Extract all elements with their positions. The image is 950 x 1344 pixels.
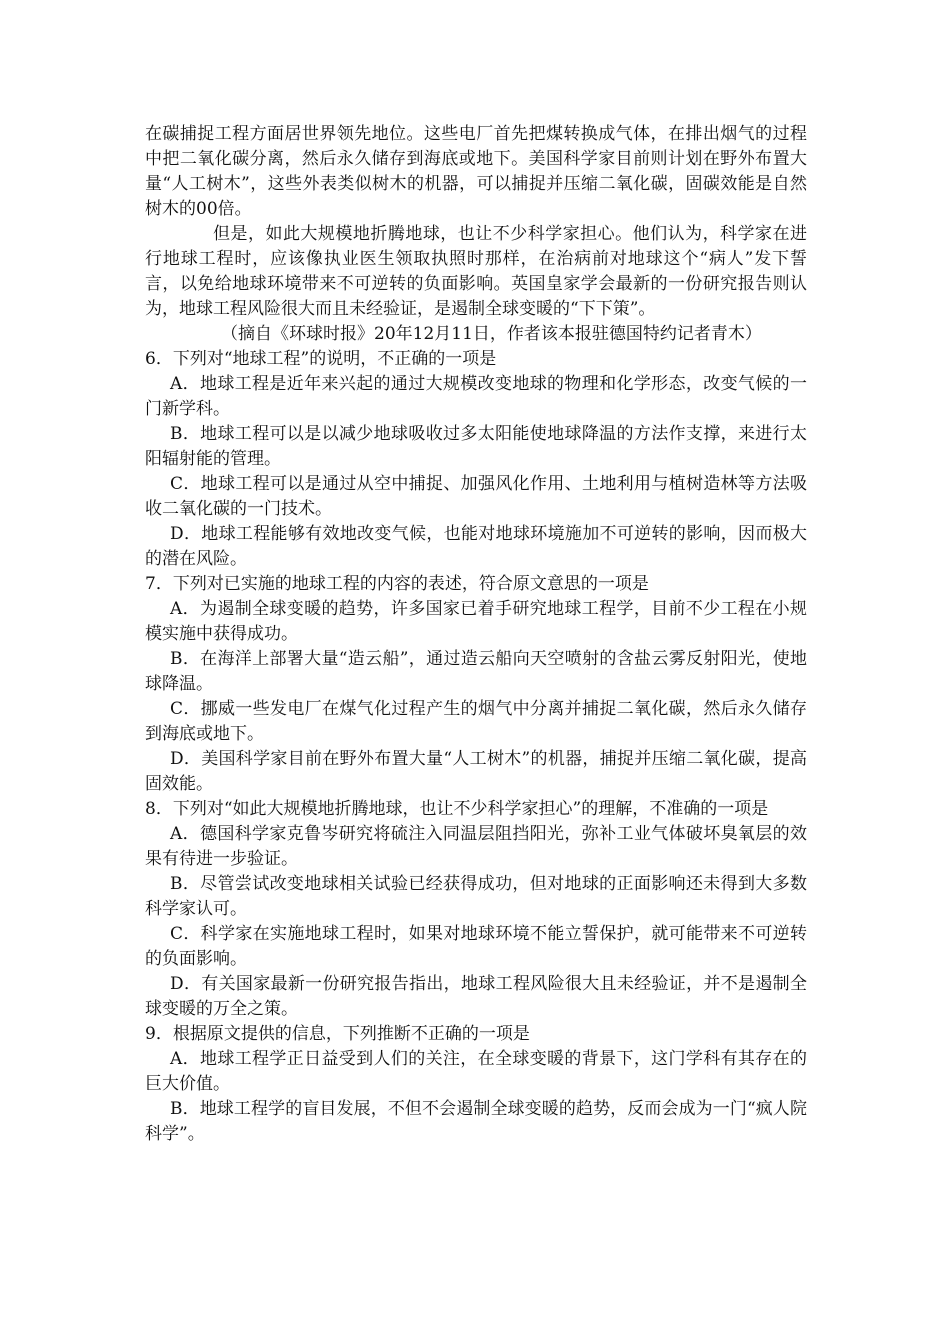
passage-paragraph-2: 但是，如此大规模地折腾地球，也让不少科学家担心。他们认为，科学家在进行地球工程时，应该像执业医生领取执照时那样，在治病前对地球这个“病人”发下誓言，以免给地球环境带来不可逆转的负面影响。英国皇家学会最新的一份研究报告则认为，地球工程风险很大而且未经验证，是遏制全球变暖的“下下策”。 <box>145 224 807 319</box>
option-d: D．美国科学家目前在野外布置大量“人工树木”的机器，捕捉并压缩二氧化碳，提高固效能。 <box>145 749 807 794</box>
question-stem: 7．下列对已实施的地球工程的内容的表述，符合原文意思的一项是 <box>145 574 649 594</box>
option-a: A．地球工程是近年来兴起的通过大规模改变地球的物理和化学形态，改变气候的一门新学科。 <box>145 374 807 419</box>
option-b: B．地球工程学的盲目发展，不但不会遏制全球变暖的趋势，反而会成为一门“疯人院科学”。 <box>145 1099 807 1144</box>
option-a: A．地球工程学正日益受到人们的关注，在全球变暖的背景下，这门学科有其存在的巨大价值。 <box>145 1049 807 1094</box>
option-d: D．地球工程能够有效地改变气候，也能对地球环境施加不可逆转的影响，因而极大的潜在风险。 <box>145 524 807 569</box>
option-c: C．科学家在实施地球工程时，如果对地球环境不能立誓保护，就可能带来不可逆转的负面影响。 <box>145 924 807 969</box>
option-b: B．地球工程可以是以减少地球吸收过多太阳能使地球降温的方法作支撑，来进行太阳辐射能的管理。 <box>145 424 807 469</box>
option-a: A．德国科学家克鲁岑研究将硫注入同温层阻挡阳光，弥补工业气体破坏臭氧层的效果有待进一步验证。 <box>145 824 807 869</box>
question-stem: 6．下列对“地球工程”的说明，不正确的一项是 <box>145 349 497 369</box>
option-d: D．有关国家最新一份研究报告指出，地球工程风险很大且未经验证，并不是遏制全球变暖的万全之策。 <box>145 974 807 1019</box>
question-7 <box>145 572 807 797</box>
option-c: C．挪威一些发电厂在煤气化过程产生的烟气中分离并捕捉二氧化碳，然后永久储存到海底或地下。 <box>145 699 807 744</box>
option-a: A．为遏制全球变暖的趋势，许多国家已着手研究地球工程学，目前不少工程在小规模实施中获得成功。 <box>145 599 807 644</box>
option-c: C．地球工程可以是通过从空中捕捉、加强风化作用、土地利用与植树造林等方法吸收二氧化碳的一门技术。 <box>145 474 807 519</box>
question-stem: 9．根据原文提供的信息，下列推断不正确的一项是 <box>145 1024 530 1044</box>
question-8 <box>145 797 807 1022</box>
question-9 <box>145 1022 807 1147</box>
option-b: B．在海洋上部署大量“造云船”，通过造云船向天空喷射的含盐云雾反射阳光，使地球降温。 <box>145 649 807 694</box>
question-6 <box>145 347 807 572</box>
passage-source: （摘自《环球时报》20年12月11日，作者该本报驻德国特约记者青木） <box>221 324 762 344</box>
question-stem: 8．下列对“如此大规模地折腾地球，也让不少科学家担心”的理解，不准确的一项是 <box>145 799 769 819</box>
document-page <box>145 122 807 1147</box>
passage-paragraph-1: 在碳捕捉工程方面居世界领先地位。这些电厂首先把煤转换成气体，在排出烟气的过程中把二氧化碳分离，然后永久储存到海底或地下。美国科学家目前则计划在野外布置大量“人工树木”，这些外表类似树木的机器，可以捕捉并压缩二氧化碳，固碳效能是自然树木的00倍。 <box>145 124 807 219</box>
option-b: B．尽管尝试改变地球相关试验已经获得成功，但对地球的正面影响还未得到大多数科学家认可。 <box>145 874 807 919</box>
